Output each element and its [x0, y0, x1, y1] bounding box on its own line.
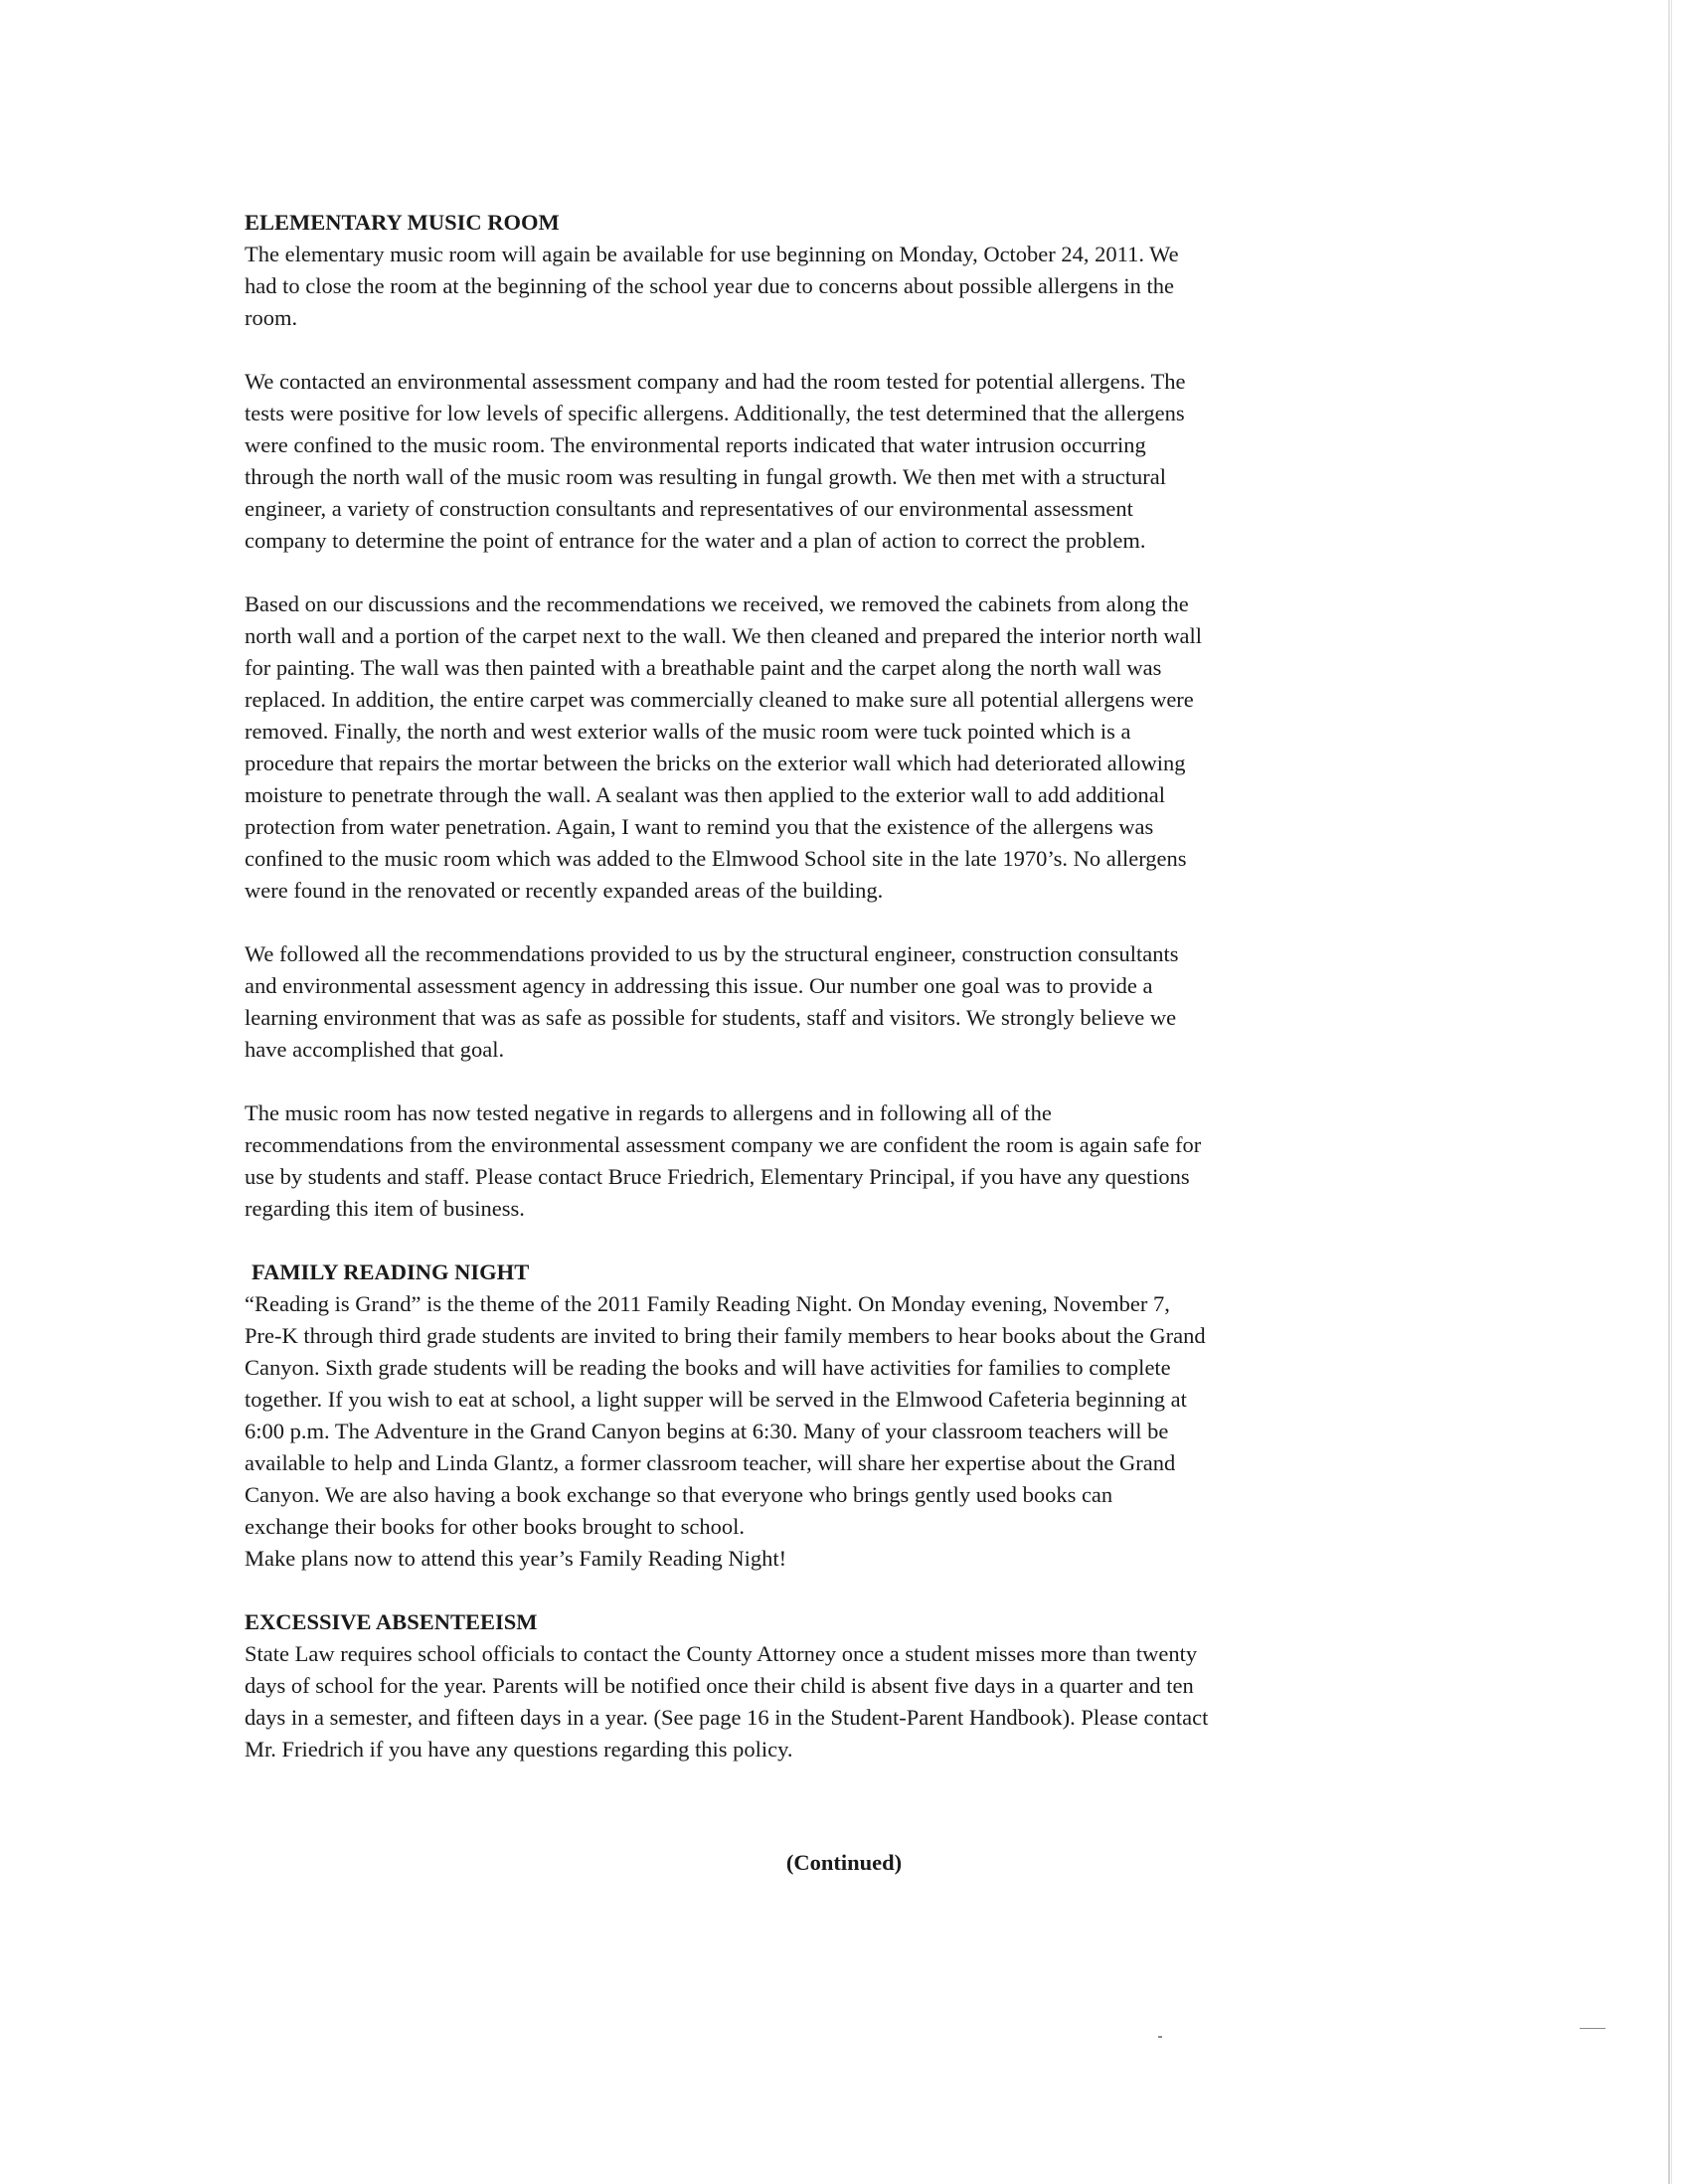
text-line: and environmental assessment agency in addressing this issue. Our number one goal was to provide a: [245, 973, 1153, 998]
text-line: engineer, a variety of construction consultants and representatives of our environmental assessment: [245, 496, 1133, 521]
scan-speck: [1158, 2036, 1162, 2038]
text-line: We followed all the recommendations provided to us by the structural engineer, construction consultants: [245, 941, 1179, 966]
text-line: through the north wall of the music room was resulting in fungal growth. We then met with a structural: [245, 464, 1166, 489]
text-line: Pre-K through third grade students are invited to bring their family members to hear books about the Grand: [245, 1323, 1206, 1348]
text-line: State Law requires school officials to contact the County Attorney once a student misses more than twenty: [245, 1641, 1198, 1666]
text-line: use by students and staff. Please contact Bruce Friedrich, Elementary Principal, if you have any questions: [245, 1164, 1190, 1189]
paragraph: [245, 239, 1437, 334]
text-line: procedure that repairs the mortar between the bricks on the exterior wall which had deteriorated allowing: [245, 751, 1186, 775]
section-heading: ELEMENTARY MUSIC ROOM: [245, 210, 560, 235]
scan-speck: [1580, 2028, 1605, 2029]
text-line: were confined to the music room. The environmental reports indicated that water intrusion occurring: [245, 432, 1146, 457]
paragraph: [245, 1288, 1437, 1575]
text-line: available to help and Linda Glantz, a former classroom teacher, will share her expertise about the Grand: [245, 1450, 1176, 1475]
text-line: The music room has now tested negative in regards to allergens and in following all of the: [245, 1100, 1052, 1125]
text-line: were found in the renovated or recently expanded areas of the building.: [245, 878, 884, 903]
text-line: company to determine the point of entrance for the water and a plan of action to correct the problem.: [245, 528, 1146, 553]
text-line: removed. Finally, the north and west exterior walls of the music room were tuck pointed which is a: [245, 719, 1131, 744]
text-line: We contacted an environmental assessment company and had the room tested for potential allergens. The: [245, 369, 1186, 394]
paragraph: [245, 1097, 1437, 1225]
section-excessive-absenteeism: [245, 1606, 1437, 1765]
text-line: regarding this item of business.: [245, 1196, 525, 1221]
text-line: confined to the music room which was added to the Elmwood School site in the late 1970’s. No allergens: [245, 846, 1187, 871]
paragraph: [245, 588, 1437, 907]
paragraph: [245, 366, 1437, 557]
document-body: [245, 207, 1437, 1765]
text-line: replaced. In addition, the entire carpet was commercially cleaned to make sure all potential allergens were: [245, 687, 1194, 712]
text-line: “Reading is Grand” is the theme of the 2011 Family Reading Night. On Monday evening, November 7,: [245, 1291, 1170, 1316]
text-line: 6:00 p.m. The Adventure in the Grand Canyon begins at 6:30. Many of your classroom teachers will be: [245, 1419, 1169, 1443]
text-line: Mr. Friedrich if you have any questions regarding this policy.: [245, 1737, 793, 1762]
text-line: had to close the room at the beginning of the school year due to concerns about possible allergens in the: [245, 273, 1174, 298]
text-line: exchange their books for other books brought to school.: [245, 1514, 746, 1539]
text-line: days in a semester, and fifteen days in a year. (See page 16 in the Student-Parent Handbook). Please contact: [245, 1705, 1209, 1730]
section-family-reading-night: [245, 1257, 1437, 1575]
text-line: moisture to penetrate through the wall. A sealant was then applied to the exterior wall to add additional: [245, 782, 1165, 807]
text-line: Canyon. We are also having a book exchange so that everyone who brings gently used books can: [245, 1482, 1113, 1507]
text-line: protection from water penetration. Again, I want to remind you that the existence of the allergens was: [245, 814, 1154, 839]
text-line: have accomplished that goal.: [245, 1037, 505, 1062]
text-line: Based on our discussions and the recommendations we received, we removed the cabinets from along the: [245, 591, 1189, 616]
section-heading: FAMILY READING NIGHT: [252, 1260, 530, 1284]
text-line: room.: [245, 305, 298, 330]
continued-note: (Continued): [785, 1850, 903, 1875]
text-line: learning environment that was as safe as possible for students, staff and visitors. We strongly believe we: [245, 1005, 1177, 1030]
text-line: together. If you wish to eat at school, a light supper will be served in the Elmwood Cafeteria beginning at: [245, 1387, 1187, 1412]
text-line: The elementary music room will again be available for use beginning on Monday, October 24, 2011. We: [245, 242, 1179, 266]
text-line: recommendations from the environmental assessment company we are confident the room is again safe for: [245, 1132, 1202, 1157]
text-line: Canyon. Sixth grade students will be reading the books and will have activities for families to complete: [245, 1355, 1171, 1380]
text-line: days of school for the year. Parents will be notified once their child is absent five days in a quarter and ten: [245, 1673, 1194, 1698]
text-line: Make plans now to attend this year’s Family Reading Night!: [245, 1546, 787, 1571]
text-line: for painting. The wall was then painted with a breathable paint and the carpet along the north wall was: [245, 655, 1162, 680]
text-line: north wall and a portion of the carpet next to the wall. We then cleaned and prepared the interior north wall: [245, 623, 1203, 648]
text-line: tests were positive for low levels of specific allergens. Additionally, the test determined that the allergens: [245, 401, 1185, 425]
paragraph: [245, 938, 1437, 1066]
paragraph: [245, 1638, 1437, 1765]
section-elementary-music-room: [245, 207, 1437, 1225]
section-heading: EXCESSIVE ABSENTEEISM: [245, 1609, 538, 1634]
